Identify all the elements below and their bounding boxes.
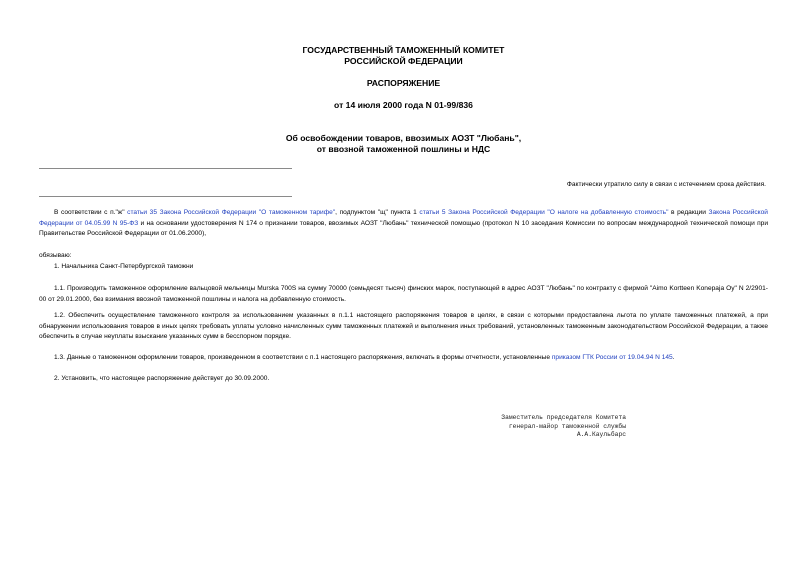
signature-name: А.А.Каульбарс	[576, 431, 626, 439]
document-type: РАСПОРЯЖЕНИЕ	[366, 78, 441, 88]
preamble-text-4: в редакции	[668, 209, 709, 216]
link-gtk-order-145[interactable]: приказом ГТК России от 19.04.94 N 145	[551, 354, 673, 361]
item-1: 1. Начальника Санкт-Петербургской таможни	[54, 263, 194, 270]
obligate-line: обязываю:	[39, 252, 72, 259]
signature-rank: генерал-майор таможенной службы	[508, 422, 626, 430]
link-vat-law[interactable]: Закона Российской Федерации "О налоге на добавленную стоимость"	[448, 209, 669, 216]
link-customs-tariff-law-article-35[interactable]: статьи 35 Закона Российской Федерации "О таможенном тарифе"	[127, 209, 336, 216]
document-title	[0, 133, 807, 155]
item-1-3-text-2: .	[672, 354, 675, 361]
divider-bottom	[39, 196, 292, 197]
document-date-number: от 14 июля 2000 года N 01-99/836	[334, 100, 473, 110]
preamble-text-2: , подпунктом "щ" пункта 1	[335, 209, 420, 216]
preamble-paragraph	[39, 208, 768, 240]
issuer-org	[0, 45, 807, 67]
status-note: Фактически утратило силу в связи с истечением срока действия.	[566, 181, 766, 188]
issuer-line-1: ГОСУДАРСТВЕННЫЙ ТАМОЖЕННЫЙ КОМИТЕТ	[302, 45, 505, 55]
title-line-1: Об освобождении товаров, ввозимых АОЗТ "Любань",	[285, 133, 522, 143]
item-1-3-text-1: 1.3. Данные о таможенном оформлении товаров, произведенном в соответствии с п.1 настоящего распоряжения, включать в формы отчетности, установленные	[54, 354, 552, 361]
item-1-1: 1.1. Производить таможенное оформление вальцовой мельницы Murska 700S на сумму 70000 (семьдесят тысяч) финских марок, поступающей в адрес АОЗТ "Любань" по контракту с фирмой "Aimo Kortteen Konepaja Oy" N 2/2901-00 от 29.01.2000, без взимания ввозной таможенной пошлины и налога на добавленную стоимость.	[39, 285, 768, 303]
preamble-text-1: В соответствии с п."ж"	[54, 209, 128, 216]
signature-block	[476, 414, 626, 440]
divider-top	[39, 168, 292, 169]
link-federal-law-95-fz[interactable]: Закона Российской Федерации от 04.05.99 N 95-ФЗ	[39, 209, 768, 227]
issuer-line-2: РОССИЙСКОЙ ФЕДЕРАЦИИ	[344, 56, 463, 66]
item-1-2: 1.2. Обеспечить осуществление таможенного контроля за использованием указанных в п.1.1 настоящего распоряжения товаров в целях, в связи с которыми предоставлена льгота по уплате таможенных платежей, а при обнаружении использования товаров в иных целях требовать уплаты условно начисленных сумм таможенных платежей и выполнения иных требований, установленных таможенным законодательством Российской Федерации, а также обеспечить в случае неуплаты взыскание указанных сумм в бесспорном порядке.	[39, 312, 768, 341]
signature-position: Заместитель председателя Комитета	[501, 414, 626, 421]
title-line-2: от ввозной таможенной пошлины и НДС	[316, 144, 491, 154]
link-vat-law-article-5[interactable]: статьи 5	[419, 209, 446, 216]
preamble-text-5: и на основании удостоверения N 174 о признании товаров, ввозимых АОЗТ "Любань" технической помощью (протокол N 10 заседания Комиссии по вопросам международной технической помощи при Правительстве Российской Федерации от 01.06.2000),	[39, 219, 769, 238]
item-1-3	[39, 353, 768, 364]
item-2: 2. Установить, что настоящее распоряжение действует до 30.09.2000.	[54, 375, 270, 382]
